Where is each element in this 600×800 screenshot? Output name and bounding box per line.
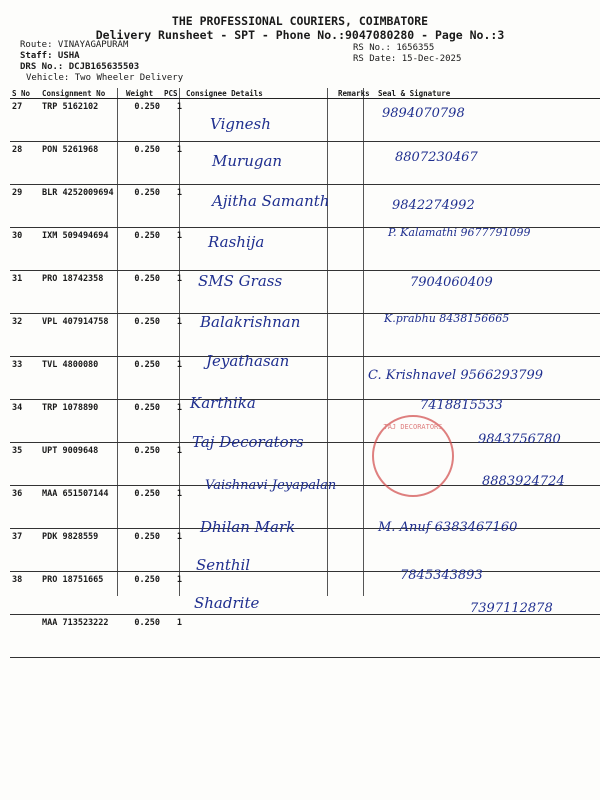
col-pcs: PCS [162,88,184,99]
row-sno [10,615,40,658]
row-pcs: 1 [162,271,184,314]
row-consignment: IXM 509494694 [40,228,124,271]
row-sno: 37 [10,529,40,572]
row-pcs: 1 [162,142,184,185]
consignee-handwriting: Balakrishnan [200,313,301,331]
row-consignment: TRP 1078890 [40,400,124,443]
signature-handwriting: 8807230467 [395,150,478,165]
row-weight: 0.250 [124,572,162,615]
staff-label: Staff: USHA [20,51,80,61]
signature-handwriting: 8883924724 [482,474,565,489]
col-consignee: Consignee Details [184,88,336,99]
table-row [10,314,600,357]
col-signature: Seal & Signature [376,88,600,99]
consignee-handwriting: Taj Decorators [192,433,304,451]
row-pcs: 1 [162,443,184,486]
vehicle-label: Vehicle: Two Wheeler Delivery [26,73,184,83]
row-weight: 0.250 [124,99,162,142]
row-weight: 0.250 [124,486,162,529]
consignee-handwriting: Dhilan Mark [200,518,296,536]
signature-handwriting: C. Krishnavel 9566293799 [368,368,544,383]
signature-handwriting: 7904060409 [410,275,493,290]
signature-handwriting: 7418815533 [420,398,503,413]
table-row [10,142,600,185]
row-pcs: 1 [162,99,184,142]
row-consignment: TVL 4800080 [40,357,124,400]
row-sno: 31 [10,271,40,314]
signature-handwriting: 9894070798 [382,106,465,121]
runsheet-subtitle: Delivery Runsheet - SPT - Phone No.:9047080280 - Page No.:3 [95,28,505,42]
row-pcs: 1 [162,529,184,572]
row-sno: 34 [10,400,40,443]
table-row [10,615,600,658]
table-row [10,271,600,314]
row-weight: 0.250 [124,314,162,357]
row-sno: 32 [10,314,40,357]
signature-handwriting: K.prabhu 8438156665 [384,312,510,325]
row-sno: 28 [10,142,40,185]
rs-date: RS Date: 15-Dec-2025 [353,54,462,64]
consignee-handwriting: Senthil [196,556,251,574]
signature-handwriting: 7845343893 [400,568,483,583]
consignee-handwriting: Shadrite [194,594,260,612]
signature-handwriting: M. Anuf 6383467160 [378,520,518,535]
row-consignment: PDK 9828559 [40,529,124,572]
signature-handwriting: P. Kalamathi 9677791099 [388,226,531,239]
row-sno: 27 [10,99,40,142]
row-weight: 0.250 [124,400,162,443]
consignee-handwriting: Jeyathasan [206,352,290,370]
row-consignment: MAA 713523222 [40,615,124,658]
table-row [10,99,600,142]
row-consignment: UPT 9009648 [40,443,124,486]
row-pcs: 1 [162,400,184,443]
row-sno: 29 [10,185,40,228]
row-sno: 33 [10,357,40,400]
runsheet-title: THE PROFESSIONAL COURIERS, COIMBATORE [171,14,429,28]
row-weight: 0.250 [124,529,162,572]
row-sno: 36 [10,486,40,529]
row-pcs: 1 [162,314,184,357]
row-pcs: 1 [162,615,184,658]
row-weight: 0.250 [124,142,162,185]
col-remarks: Remarks [336,88,376,99]
consignee-handwriting: Vaishnavi Jeyapalan [205,478,337,493]
row-sno: 38 [10,572,40,615]
drs-number: DRS No.: DCJB165635503 [20,62,140,72]
row-consignment: VPL 407914758 [40,314,124,357]
table-header [10,88,600,99]
row-pcs: 1 [162,228,184,271]
stamp-text: TAJ DECORATORS [383,423,443,431]
consignee-handwriting: Vignesh [210,115,271,133]
row-pcs: 1 [162,572,184,615]
col-weight: Weight [124,88,162,99]
row-pcs: 1 [162,185,184,228]
consignee-handwriting: SMS Grass [198,272,283,290]
company-stamp [372,415,454,497]
consignee-handwriting: Murugan [212,152,283,170]
row-pcs: 1 [162,486,184,529]
route-label: Route: VINAYAGAPURAM [20,40,129,50]
row-weight: 0.250 [124,615,162,658]
row-weight: 0.250 [124,271,162,314]
row-weight: 0.250 [124,185,162,228]
col-sno: S No [10,88,40,99]
row-consignment: PRO 18742358 [40,271,124,314]
row-consignment: MAA 651507144 [40,486,124,529]
col-consignment: Consignment No [40,88,124,99]
rs-number: RS No.: 1656355 [353,43,435,53]
row-weight: 0.250 [124,443,162,486]
row-sno: 35 [10,443,40,486]
row-weight: 0.250 [124,357,162,400]
row-consignment: PRO 18751665 [40,572,124,615]
consignee-handwriting: Ajitha Samanth [212,192,330,210]
consignee-handwriting: Rashija [208,233,265,251]
row-consignment: PON 5261968 [40,142,124,185]
row-consignment: TRP 5162102 [40,99,124,142]
row-consignment: BLR 4252009694 [40,185,124,228]
signature-handwriting: 9843756780 [478,432,561,447]
row-sno: 30 [10,228,40,271]
signature-handwriting: 9842274992 [392,198,475,213]
consignee-handwriting: Karthika [190,394,256,412]
row-pcs: 1 [162,357,184,400]
signature-handwriting: 7397112878 [470,601,553,616]
row-weight: 0.250 [124,228,162,271]
